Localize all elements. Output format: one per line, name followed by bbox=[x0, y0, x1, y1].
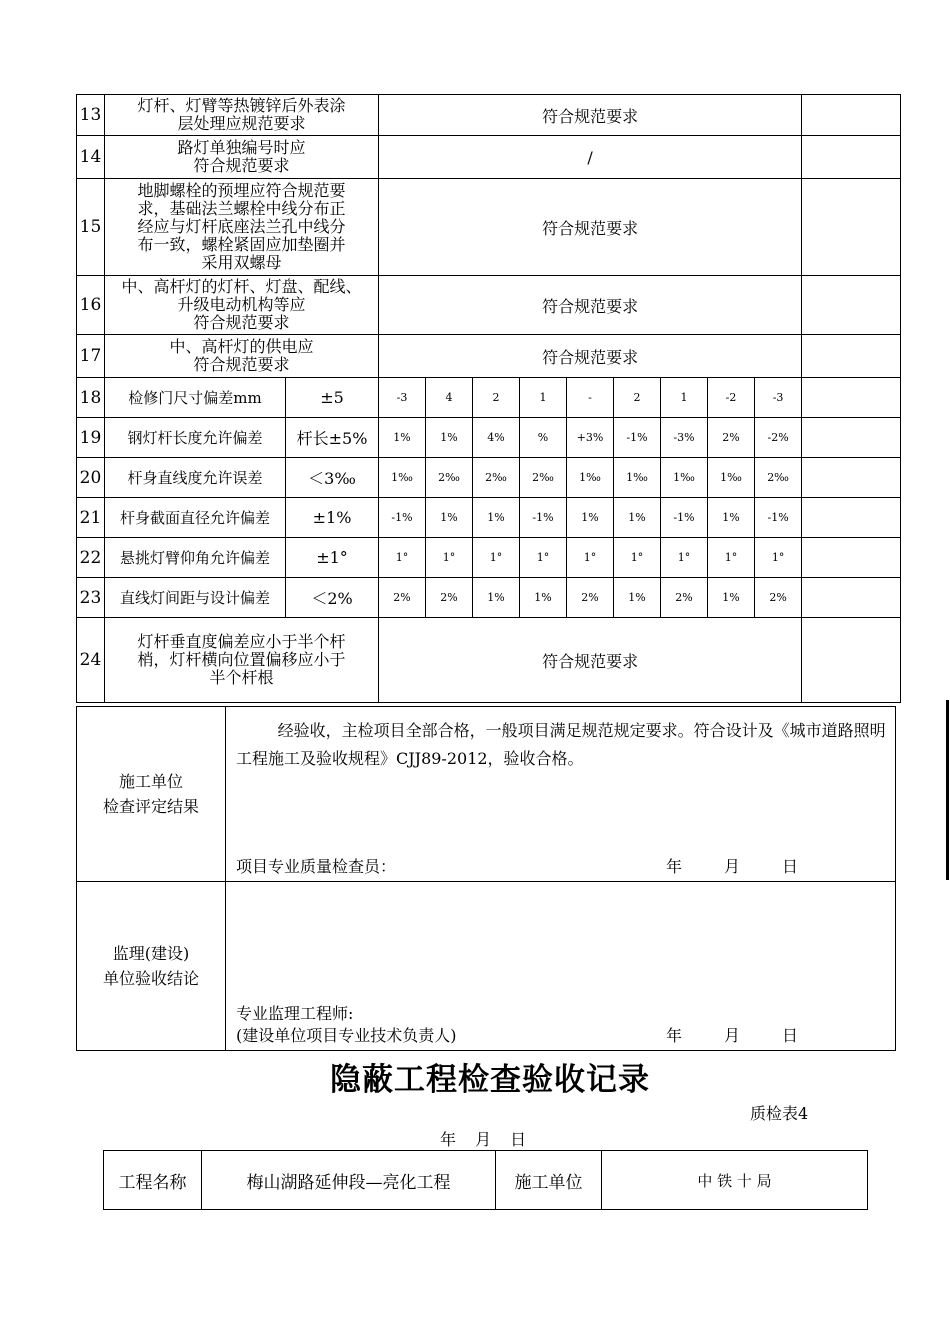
tolerance-standard: ±1° bbox=[286, 538, 379, 578]
construction-conclusion: 经验收，主检项目全部合格，一般项目满足规范规定要求。符合设计及《城市道路照明工程施工及验收规程》CJJ89-2012，验收合格。 bbox=[236, 721, 886, 768]
row-number: 20 bbox=[77, 458, 105, 498]
measured-value: 4 bbox=[426, 378, 473, 418]
item-line: 层处理应规范要求 bbox=[177, 114, 306, 133]
date-line: 年 月 日 bbox=[440, 1130, 527, 1149]
supervision-result-cell bbox=[226, 882, 896, 1051]
measured-value: +3% bbox=[567, 418, 614, 458]
blank-cell bbox=[802, 578, 901, 618]
measured-value: 2% bbox=[379, 578, 426, 618]
table-row bbox=[77, 578, 901, 618]
year-label: 年 bbox=[666, 857, 683, 876]
measured-value: -3 bbox=[755, 378, 802, 418]
inspection-result: 符合规范要求 bbox=[379, 335, 802, 378]
item-line: 符合规范要求 bbox=[193, 355, 290, 374]
row-number: 17 bbox=[77, 335, 105, 378]
table-row bbox=[77, 538, 901, 578]
quality-inspector-label: 项目专业质量检查员： bbox=[236, 857, 397, 876]
project-name-label: 工程名称 bbox=[104, 1151, 202, 1210]
measured-value: 2‰ bbox=[755, 458, 802, 498]
measured-value: 1 bbox=[661, 378, 708, 418]
item-line: 布一致，螺栓紧固应加垫圈并 bbox=[137, 235, 346, 254]
blank-cell bbox=[802, 618, 901, 703]
measured-value: % bbox=[520, 418, 567, 458]
construction-date bbox=[666, 854, 840, 877]
measured-value: 1% bbox=[520, 578, 567, 618]
measured-value: - bbox=[567, 378, 614, 418]
table-row bbox=[77, 276, 901, 335]
page-edge-mark bbox=[946, 700, 949, 880]
month-label: 月 bbox=[724, 1026, 741, 1045]
table-row bbox=[77, 618, 901, 703]
measured-value: 2 bbox=[473, 378, 520, 418]
blank-cell bbox=[802, 95, 901, 136]
measured-value: 2% bbox=[755, 578, 802, 618]
measured-value: -3% bbox=[661, 418, 708, 458]
measured-value: 1° bbox=[520, 538, 567, 578]
item-description bbox=[105, 136, 379, 179]
table-row bbox=[77, 335, 901, 378]
item-description: 钢灯杆长度允许偏差 bbox=[105, 418, 286, 458]
blank-cell bbox=[802, 418, 901, 458]
item-line: 路灯单独编号时应 bbox=[177, 138, 306, 157]
supervision-date bbox=[666, 1023, 840, 1046]
blank-cell bbox=[802, 179, 901, 276]
blank-cell bbox=[802, 276, 901, 335]
measured-value: -2% bbox=[755, 418, 802, 458]
measured-value: 1° bbox=[614, 538, 661, 578]
item-line: 符合规范要求 bbox=[193, 156, 290, 175]
measured-value: 2‰ bbox=[520, 458, 567, 498]
construction-unit-value: 中 铁 十 局 bbox=[602, 1151, 868, 1210]
measured-value: -1% bbox=[520, 498, 567, 538]
table-row bbox=[77, 418, 901, 458]
item-description: 直线灯间距与设计偏差 bbox=[105, 578, 286, 618]
measured-value: 1° bbox=[379, 538, 426, 578]
item-line: 经应与灯杆底座法兰孔中线分 bbox=[137, 217, 346, 236]
measured-value: 2 bbox=[614, 378, 661, 418]
inspection-result: 符合规范要求 bbox=[379, 276, 802, 335]
measured-value: 2% bbox=[708, 418, 755, 458]
item-description: 杆身直线度允许误差 bbox=[105, 458, 286, 498]
construction-unit-label: 施工单位 bbox=[496, 1151, 602, 1210]
blank-cell bbox=[802, 335, 901, 378]
inspection-result: 符合规范要求 bbox=[379, 179, 802, 276]
row-number: 21 bbox=[77, 498, 105, 538]
measured-value: 1‰ bbox=[708, 458, 755, 498]
tolerance-standard: ±1% bbox=[286, 498, 379, 538]
measured-value: 1 bbox=[520, 378, 567, 418]
measured-value: 2‰ bbox=[473, 458, 520, 498]
item-line: 中、高杆灯的灯杆、灯盘、配线、 bbox=[121, 277, 362, 296]
row-number: 15 bbox=[77, 179, 105, 276]
project-name-value: 梅山湖路延伸段—亮化工程 bbox=[202, 1151, 496, 1210]
measured-value: -1% bbox=[661, 498, 708, 538]
item-line: 升级电动机构等应 bbox=[177, 295, 306, 314]
item-line: 地脚螺栓的预埋应符合规范要 bbox=[137, 181, 346, 200]
table-row bbox=[77, 95, 901, 136]
item-line: 中、高杆灯的供电应 bbox=[169, 337, 314, 356]
construction-label-line2: 检查评定结果 bbox=[102, 797, 199, 816]
signature-table bbox=[76, 706, 896, 1051]
measured-value: 1% bbox=[708, 578, 755, 618]
month-label: 月 bbox=[724, 857, 741, 876]
measured-value: 1% bbox=[708, 498, 755, 538]
inspection-result: 符合规范要求 bbox=[379, 618, 802, 703]
measured-value: -1% bbox=[614, 418, 661, 458]
measured-value: 1° bbox=[426, 538, 473, 578]
measured-value: -3 bbox=[379, 378, 426, 418]
tolerance-standard: ＜3‰ bbox=[286, 458, 379, 498]
inspection-result: 符合规范要求 bbox=[379, 95, 802, 136]
construction-result-cell bbox=[226, 707, 896, 882]
measured-value: 1% bbox=[614, 578, 661, 618]
item-description bbox=[105, 618, 379, 703]
measured-value: 2% bbox=[567, 578, 614, 618]
item-description: 悬挑灯臂仰角允许偏差 bbox=[105, 538, 286, 578]
tolerance-standard: ±5 bbox=[286, 378, 379, 418]
measured-value: 1° bbox=[473, 538, 520, 578]
row-number: 23 bbox=[77, 578, 105, 618]
measured-value: 1° bbox=[661, 538, 708, 578]
measured-value: 1° bbox=[708, 538, 755, 578]
supervision-label-line1: 监理(建设) bbox=[112, 944, 190, 963]
table-row bbox=[77, 498, 901, 538]
measured-value: 4% bbox=[473, 418, 520, 458]
table-row bbox=[77, 378, 901, 418]
measured-value: 1‰ bbox=[379, 458, 426, 498]
inspection-result: / bbox=[379, 136, 802, 179]
measured-value: 1% bbox=[614, 498, 661, 538]
blank-cell bbox=[802, 378, 901, 418]
measured-value: 1% bbox=[379, 418, 426, 458]
item-description bbox=[105, 95, 379, 136]
item-line: 梢，灯杆横向位置偏移应小于 bbox=[137, 650, 346, 669]
measured-value: 1° bbox=[567, 538, 614, 578]
item-line: 符合规范要求 bbox=[193, 313, 290, 332]
row-number: 13 bbox=[77, 95, 105, 136]
measured-value: -1% bbox=[379, 498, 426, 538]
blank-cell bbox=[802, 498, 901, 538]
construction-label-line1: 施工单位 bbox=[118, 772, 183, 791]
supervision-engineer-label: 专业监理工程师: bbox=[236, 1004, 354, 1023]
table-row bbox=[77, 458, 901, 498]
owner-representative-label: (建设单位项目专业技术负责人) bbox=[236, 1026, 457, 1045]
measured-value: 1‰ bbox=[567, 458, 614, 498]
construction-label bbox=[77, 707, 226, 882]
measured-value: 1% bbox=[567, 498, 614, 538]
inspection-table bbox=[76, 94, 901, 703]
row-number: 18 bbox=[77, 378, 105, 418]
item-line: 采用双螺母 bbox=[201, 253, 282, 272]
item-description: 检修门尺寸偏差mm bbox=[105, 378, 286, 418]
table-row bbox=[77, 179, 901, 276]
table-row bbox=[77, 136, 901, 179]
item-line: 求，基础法兰螺栓中线分布正 bbox=[137, 199, 346, 218]
item-description bbox=[105, 276, 379, 335]
item-line: 灯杆、灯臂等热镀锌后外表涂 bbox=[137, 96, 346, 115]
item-line: 半个杆根 bbox=[209, 668, 274, 687]
row-number: 14 bbox=[77, 136, 105, 179]
measured-value: 2% bbox=[661, 578, 708, 618]
year-label: 年 bbox=[666, 1026, 683, 1045]
project-info-table bbox=[103, 1150, 868, 1210]
tolerance-standard: 杆长±5% bbox=[286, 418, 379, 458]
measured-value: 1% bbox=[426, 418, 473, 458]
supervision-label bbox=[77, 882, 226, 1051]
day-label: 日 bbox=[782, 1026, 799, 1045]
document-title: 隐蔽工程检查验收记录 bbox=[330, 1062, 650, 1098]
form-number: 质检表4 bbox=[750, 1104, 809, 1123]
measured-value: -2 bbox=[708, 378, 755, 418]
blank-cell bbox=[802, 538, 901, 578]
measured-value: 2% bbox=[426, 578, 473, 618]
measured-value: 2‰ bbox=[426, 458, 473, 498]
measured-value: 1% bbox=[473, 578, 520, 618]
blank-cell bbox=[802, 458, 901, 498]
row-number: 24 bbox=[77, 618, 105, 703]
item-description bbox=[105, 335, 379, 378]
measured-value: -1% bbox=[755, 498, 802, 538]
measured-value: 1% bbox=[473, 498, 520, 538]
row-number: 16 bbox=[77, 276, 105, 335]
measured-value: 1% bbox=[426, 498, 473, 538]
item-description: 杆身截面直径允许偏差 bbox=[105, 498, 286, 538]
measured-value: 1‰ bbox=[661, 458, 708, 498]
supervision-label-line2: 单位验收结论 bbox=[102, 969, 199, 988]
tolerance-standard: ＜2% bbox=[286, 578, 379, 618]
measured-value: 1° bbox=[755, 538, 802, 578]
blank-cell bbox=[802, 136, 901, 179]
item-description bbox=[105, 179, 379, 276]
row-number: 22 bbox=[77, 538, 105, 578]
row-number: 19 bbox=[77, 418, 105, 458]
item-line: 灯杆垂直度偏差应小于半个杆 bbox=[137, 632, 346, 651]
measured-value: 1‰ bbox=[614, 458, 661, 498]
day-label: 日 bbox=[782, 857, 799, 876]
